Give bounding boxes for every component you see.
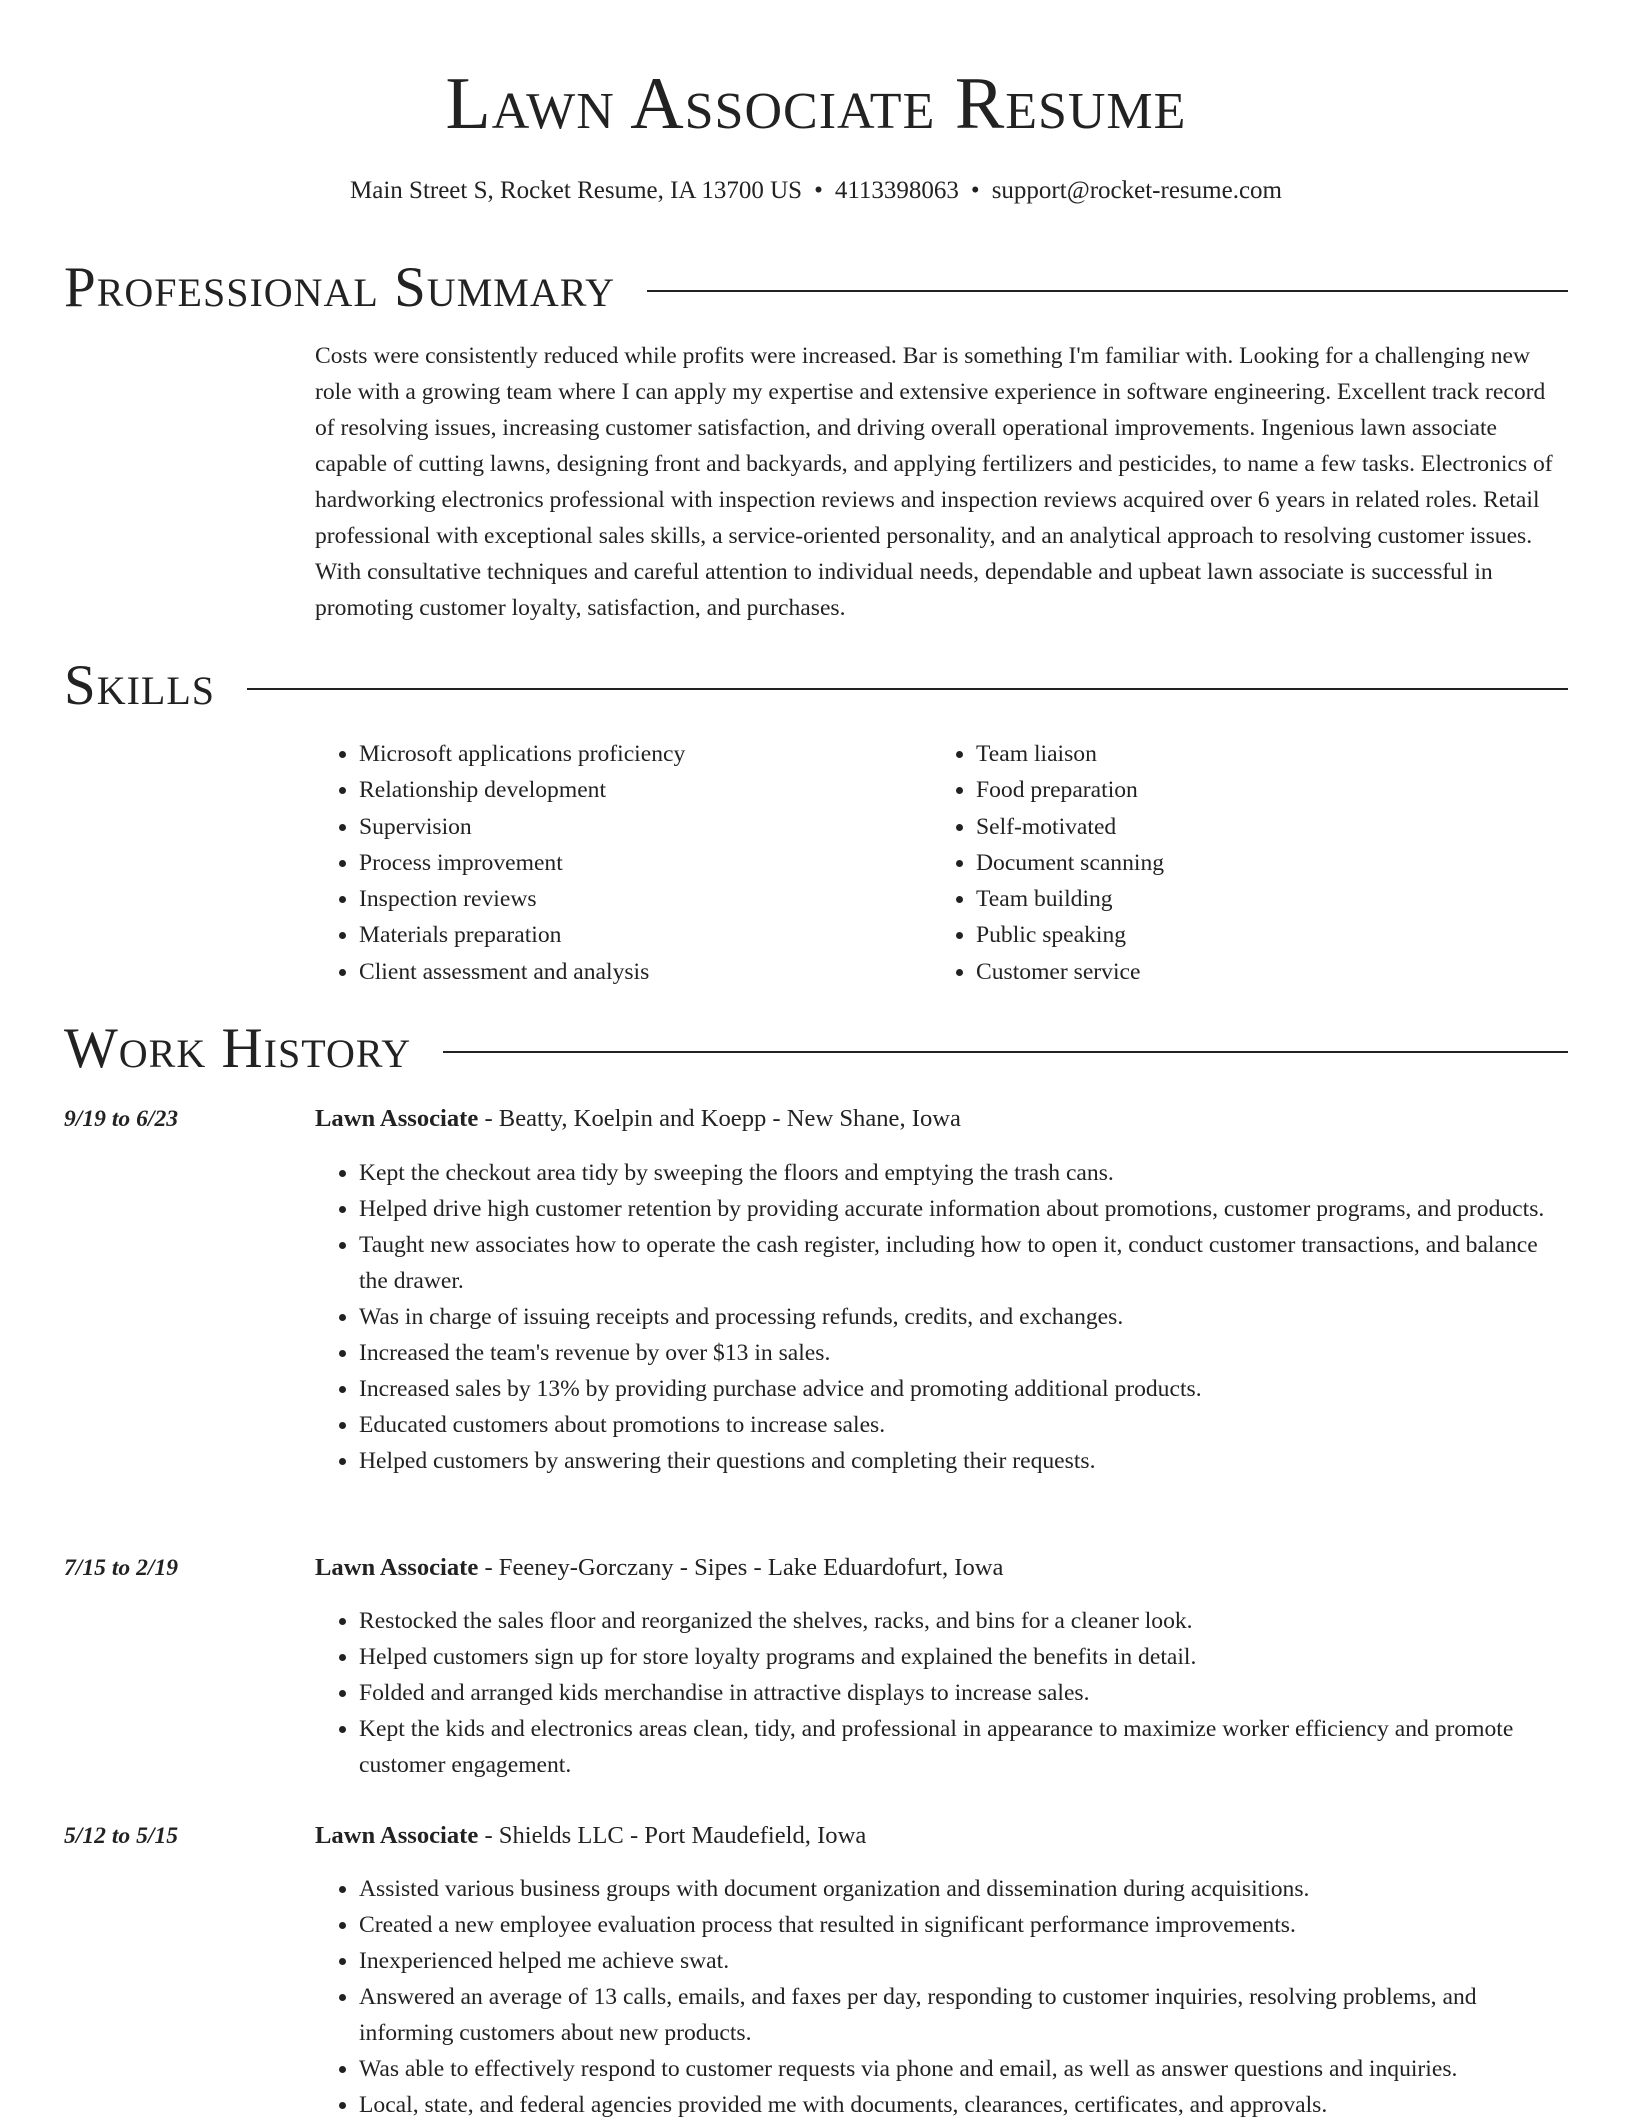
skill-item: • Team building [976,881,1549,917]
skill-item: • Materials preparation [359,917,932,953]
skill-item: • Customer service [976,954,1549,990]
job-bullet: • Restocked the sales floor and reorganized the shelves, racks, and bins for a cleaner look. [359,1603,1568,1639]
skills-column-left [315,736,932,990]
skill-item: • Process improvement [359,845,932,881]
skill-item: • Team liaison [976,736,1549,772]
job-bullet: • Local, state, and federal agencies provided me with documents, clearances, certificates, and approvals. [359,2087,1568,2123]
skills-section-header [64,651,1568,721]
contact-line [0,174,1632,208]
job-employer: - Shields LLC - Port Maudefield, Iowa [478,1822,867,1849]
job-bullet: • Educated customers about promotions to increase sales. [359,1407,1568,1443]
job-dates: 9/19 to 6/23 [64,1106,179,1132]
job-employer: - Beatty, Koelpin and Koepp - New Shane, Iowa [478,1105,961,1132]
job-title-line [315,1818,866,1854]
job-bullet: • Kept the kids and electronics areas clean, tidy, and professional in appearance to maximize worker efficiency and promote customer engagement. [359,1711,1568,1783]
skill-item: • Food preparation [976,772,1549,808]
job-title: Lawn Associate [315,1105,479,1132]
job-bullet: • Increased the team's revenue by over $13 in sales. [359,1335,1568,1371]
work-heading: Work History [64,1017,412,1080]
summary-text: Costs were consistently reduced while profits were increased. Bar is something I'm familiar with. Looking for a challenging new role with a growing team where I can apply my expertise and extensive experience in software engineering. Excellent track record of resolving issues, increasing customer satisfaction, and driving overall operational improvements. Ingenious lawn associate capable of cutting lawns, designing front and backyards, and applying fertilizers and pesticides, to name a few tasks. Electronics of hardworking electronics professional with inspection reviews and inspection reviews acquired over 6 years in related roles. Retail professional with exceptional sales skills, a service-oriented personality, and an analytical approach to resolving customer issues. With consultative techniques and careful attention to individual needs, dependable and upbeat lawn associate is successful in promoting customer loyalty, satisfaction, and purchases. [315,343,1553,621]
section-divider [247,688,1568,690]
skills-list [315,736,1565,990]
job-bullet: • Kept the checkout area tidy by sweeping the floors and emptying the trash cans. [359,1155,1568,1191]
job-bullet: • Taught new associates how to operate the cash register, including how to open it, conduct customer transactions, and balance the drawer. [359,1227,1568,1299]
summary-section-header [64,253,1568,323]
skill-item: • Self-motivated [976,809,1549,845]
job-dates: 7/15 to 2/19 [64,1555,179,1581]
job-bullet: • Answered an average of 13 calls, emails, and faxes per day, responding to customer inquiries, resolving problems, and informing customers about new products. [359,1979,1568,2051]
contact-separator: • [814,177,823,204]
skill-item: • Document scanning [976,845,1549,881]
job-bullets [315,1871,1568,2123]
job-title-line [315,1101,961,1137]
job-bullet: • Was able to effectively respond to customer requests via phone and email, as well as answer questions and inquiries. [359,2051,1568,2087]
job-bullet: • Folded and arranged kids merchandise in attractive displays to increase sales. [359,1675,1568,1711]
job-dates: 5/12 to 5/15 [64,1823,179,1849]
contact-separator: • [970,177,980,204]
job-bullets [315,1155,1568,1479]
section-divider [443,1051,1568,1053]
job-bullet: • Was in charge of issuing receipts and processing refunds, credits, and exchanges. [359,1299,1568,1335]
skill-item: • Relationship development [359,772,932,808]
skill-item: • Public speaking [976,917,1549,953]
section-divider [647,290,1568,292]
skill-item: • Inspection reviews [359,881,932,917]
job-employer: - Feeney-Gorczany - Sipes - Lake Eduardofurt, Iowa [478,1554,1004,1581]
resume-title: Lawn Associate Resume [445,63,1187,145]
skill-item: • Supervision [359,809,932,845]
job-bullet: • Assisted various business groups with document organization and dissemination during acquisitions. [359,1871,1568,1907]
job-title-line [315,1550,1003,1586]
skill-item: • Client assessment and analysis [359,954,932,990]
job-bullet: • Helped customers sign up for store loyalty programs and explained the benefits in detail. [359,1639,1568,1675]
skills-column-right [932,736,1549,990]
contact-email: support@rocket-resume.com [991,177,1282,204]
job-bullet: • Created a new employee evaluation process that resulted in significant performance improvements. [359,1907,1568,1943]
job-title: Lawn Associate [315,1822,479,1849]
contact-address: Main Street S, Rocket Resume, IA 13700 US [350,177,803,204]
job-bullet: • Inexperienced helped me achieve swat. [359,1943,1568,1979]
job-bullet: • Helped customers by answering their questions and completing their requests. [359,1443,1568,1479]
job-bullet: • Helped drive high customer retention by providing accurate information about promotions, customer programs, and products. [359,1191,1568,1227]
summary-heading: Professional Summary [64,256,616,319]
work-section-header [64,1014,1568,1084]
skill-item: • Microsoft applications proficiency [359,736,932,772]
job-title: Lawn Associate [315,1554,479,1581]
job-bullets [315,1603,1568,1783]
contact-phone: 4113398063 [834,177,959,204]
job-bullet: • Increased sales by 13% by providing purchase advice and promoting additional products. [359,1371,1568,1407]
skills-heading: Skills [64,654,216,717]
